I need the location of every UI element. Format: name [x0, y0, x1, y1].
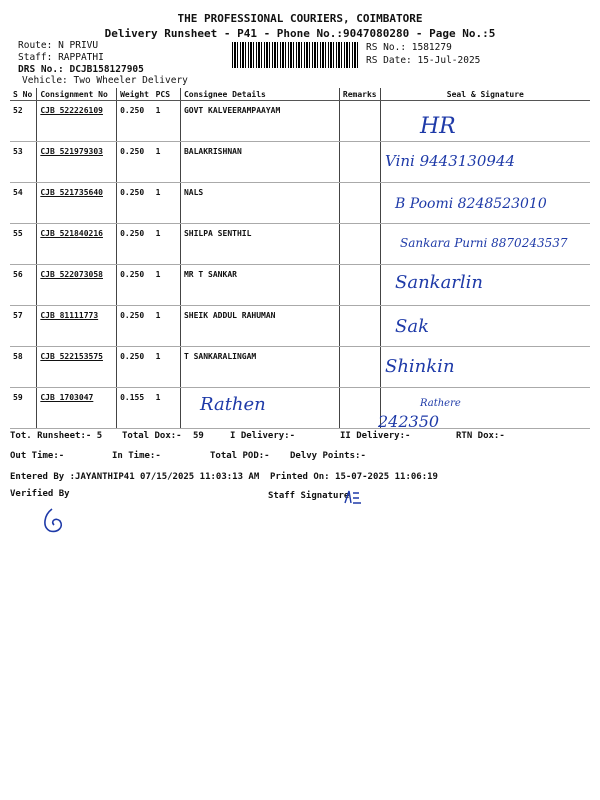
cell-consignment: CJB 1703047 [37, 388, 117, 429]
cell-sno: 52 [10, 101, 37, 142]
staff-line [18, 52, 104, 63]
out-time: Out Time:- [10, 451, 65, 461]
cell-weight: 0.155 [117, 388, 153, 429]
col-pcs: PCS [153, 88, 181, 101]
cell-consignment: CJB 81111773 [37, 306, 117, 347]
cell-sno: 54 [10, 183, 37, 224]
rtn-dox: RTN Dox:- [456, 431, 505, 441]
signature-row-57: Sak [395, 316, 429, 337]
cell-consignee: NALS [180, 183, 339, 224]
company-name: THE PROFESSIONAL COURIERS, COIMBATORE [177, 12, 423, 25]
cell-remarks [339, 224, 380, 265]
cell-consignee: SHEIK ADDUL RAHUMAN [180, 306, 339, 347]
vehicle-value: Two Wheeler Delivery [73, 75, 188, 86]
cell-pcs: 1 [153, 224, 181, 265]
drs-value: DCJB158127905 [69, 64, 144, 75]
total-dox-value: 59 [193, 431, 204, 441]
cell-remarks [339, 388, 380, 429]
rs-date: RS Date: 15-Jul-2025 [366, 55, 481, 66]
drs-label: DRS No.: [18, 64, 64, 75]
staff-signature-mark [343, 489, 369, 507]
col-consignment: Consignment No [37, 88, 117, 101]
printed-on: Printed On: 15-07-2025 11:06:19 [270, 472, 438, 482]
cell-weight: 0.250 [117, 183, 153, 224]
entered-by: Entered By :JAYANTHIP41 07/15/2025 11:03:13 AM [10, 472, 260, 482]
vehicle-line [22, 75, 188, 86]
verified-by: Verified By [10, 489, 70, 499]
cell-weight: 0.250 [117, 347, 153, 388]
cell-consignee: SHILPA SENTHIL [180, 224, 339, 265]
handwritten-note-row-59: Rathere [420, 398, 461, 409]
total-dox-label: Total Dox:- [122, 431, 182, 441]
signature-row-56: Sankarlin [395, 272, 484, 293]
cell-consignment: CJB 522153575 [37, 347, 117, 388]
cell-pcs: 1 [153, 306, 181, 347]
cell-remarks [339, 101, 380, 142]
cell-consignee: BALAKRISHNAN [180, 142, 339, 183]
signature-row-52: HR [420, 114, 456, 139]
cell-consignee: T SANKARALINGAM [180, 347, 339, 388]
barcode [232, 42, 358, 68]
col-sno: S No [10, 88, 37, 101]
staff-label: Staff: [18, 52, 53, 63]
signature-row-59: 242350 [378, 412, 440, 431]
staff-signature-label: Staff Signature [268, 491, 350, 501]
cell-pcs: 1 [153, 101, 181, 142]
drs-line [18, 64, 144, 75]
delvy-points: Delvy Points:- [290, 451, 366, 461]
ii-delivery: II Delivery:- [340, 431, 411, 441]
cell-sno: 59 [10, 388, 37, 429]
cell-signature [380, 101, 590, 142]
cell-consignment: CJB 522073058 [37, 265, 117, 306]
cell-sno: 58 [10, 347, 37, 388]
tot-runsheet: Tot. Runsheet:- 5 [10, 431, 103, 441]
in-time: In Time:- [112, 451, 161, 461]
cell-sno: 53 [10, 142, 37, 183]
signature-row-55: Sankara Purni 8870243537 [400, 236, 568, 250]
cell-pcs: 1 [153, 347, 181, 388]
cell-remarks [339, 306, 380, 347]
col-weight: Weight [117, 88, 153, 101]
cell-weight: 0.250 [117, 265, 153, 306]
vehicle-label: Vehicle: [22, 75, 68, 86]
runsheet-table [10, 88, 590, 429]
cell-remarks [339, 347, 380, 388]
table-row [10, 265, 590, 306]
cell-weight: 0.250 [117, 224, 153, 265]
runsheet-title: Delivery Runsheet - P41 - Phone No.:9047080280 - Page No.:5 [104, 27, 496, 40]
route-label: Route: [18, 40, 53, 51]
cell-consignee: GOVT KALVEERAMPAAYAM [180, 101, 339, 142]
table-row [10, 388, 590, 429]
cell-consignment: CJB 521979303 [37, 142, 117, 183]
cell-pcs: 1 [153, 183, 181, 224]
cell-remarks [339, 183, 380, 224]
cell-sno: 55 [10, 224, 37, 265]
cell-remarks [339, 265, 380, 306]
route-value: N PRIVU [58, 40, 99, 51]
table-row [10, 347, 590, 388]
cell-weight: 0.250 [117, 142, 153, 183]
cell-sno: 56 [10, 265, 37, 306]
cell-weight: 0.250 [117, 306, 153, 347]
cell-sno: 57 [10, 306, 37, 347]
table-row [10, 306, 590, 347]
cell-pcs: 1 [153, 388, 181, 429]
signature-row-53: Vini 9443130944 [385, 152, 516, 170]
handwritten-name-row-59: Rathen [200, 394, 266, 415]
cell-consignment: CJB 521735640 [37, 183, 117, 224]
staff-value: RAPPATHI [58, 52, 104, 63]
col-consignee: Consignee Details [180, 88, 339, 101]
rs-number: RS No.: 1581279 [366, 42, 452, 53]
verified-by-signature-mark [40, 505, 76, 535]
cell-remarks [339, 142, 380, 183]
table-row [10, 101, 590, 142]
cell-consignment: CJB 521840216 [37, 224, 117, 265]
cell-pcs: 1 [153, 265, 181, 306]
route-line [18, 40, 98, 51]
cell-consignment: CJB 522226109 [37, 101, 117, 142]
i-delivery: I Delivery:- [230, 431, 296, 441]
table-header-row [10, 88, 590, 101]
cell-consignee: MR T SANKAR [180, 265, 339, 306]
col-signature: Seal & Signature [380, 88, 590, 101]
total-pod: Total POD:- [210, 451, 270, 461]
cell-weight: 0.250 [117, 101, 153, 142]
cell-pcs: 1 [153, 142, 181, 183]
signature-row-54: B Poomi 8248523010 [395, 196, 547, 212]
col-remarks: Remarks [339, 88, 380, 101]
signature-row-58: Shinkin [385, 356, 455, 377]
